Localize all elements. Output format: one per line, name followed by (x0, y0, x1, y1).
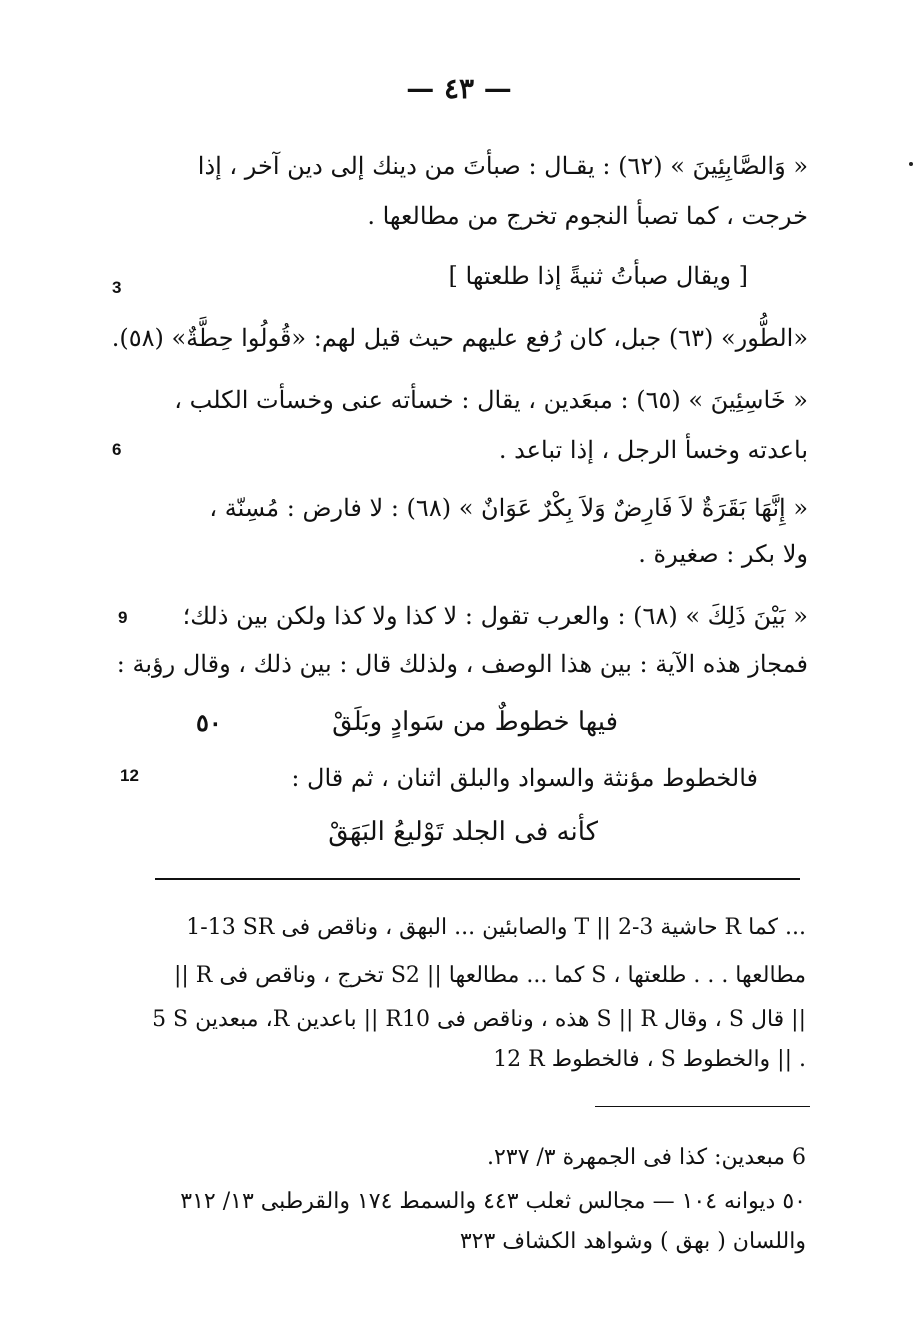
line-number-3: 3 (112, 278, 122, 297)
verse-line-2: كأنه فى الجلد تَوْليعُ البَهَقْ (328, 817, 598, 847)
footnote-divider (595, 1106, 810, 1107)
apparatus-line-2: مطالعها . . . طلعتها ، S كما ... مطالعها || S2 تخرج ، وناقص فى R || (173, 963, 806, 988)
body-line-8: ولا بكر : صغيرة . (638, 540, 808, 568)
body-line-4: «الطُّور» (٦٣) جبل، كان رُفع عليهم حيث قيل لهم: «قُولُوا حِطَّةٌ» (٥٨). (111, 324, 808, 352)
line-number-12: 12 (120, 766, 139, 785)
line-number-6: 6 (112, 440, 122, 459)
apparatus-line-4: 12 R فالخطوط ، S والخطوط || . (493, 1047, 806, 1072)
verse-line-1: فيها خطوطٌ من سَوادٍ وبَلَقْ (332, 707, 618, 737)
body-line-9: « بَيْنَ ذَلِكَ » (٦٨) : والعرب تقول : لا كذا ولا كذا ولكن بين ذلك؛ (182, 602, 808, 630)
verse-number: ٥٠ (196, 708, 222, 737)
body-line-3: [ ويقال صبأتُ ثنيةً إذا طلعتها ] (448, 262, 748, 290)
body-line-2: خرجت ، كما تصبأ النجوم تخرج من مطالعها . (367, 202, 808, 230)
scan-speck (909, 162, 913, 166)
body-line-6: باعدته وخسأ الرجل ، إذا تباعد . (498, 436, 808, 464)
footnote-line-1: 6 مبعدين: كذا فى الجمهرة ٣/ ٢٣٧. (486, 1145, 806, 1170)
body-line-1: « وَالصَّابِئِينَ » (٦٢) : يقـال : صبأتَ من دينك إلى دين آخر ، إذا (197, 152, 808, 180)
apparatus-line-1: 1-13 SR والصابئين ... البهق ، وناقص فى T || 2-3 حاشية R كما ... (186, 915, 806, 940)
body-line-12: فالخطوط مؤنثة والسواد والبلق اثنان ، ثم قال : (291, 764, 758, 792)
body-line-7: « إِنَّهَا بَقَرَةٌ لاَ فَارِضٌ وَلاَ بِكْرٌ عَوَانٌ » (٦٨) : لا فارض : مُسِنّة ، (209, 494, 808, 522)
footnote-line-2: ٥٠ ديوانه ١٠٤ — مجالس ثعلب ٤٤٣ والسمط ١٧٤ والقرطبى ١٣/ ٣١٢ (180, 1189, 806, 1214)
footnote-line-3: واللسان ( بهق ) وشواهد الكشاف ٣٢٣ (459, 1229, 806, 1254)
body-line-5: « خَاسِئِينَ » (٦٥) : مبعَدين ، يقال : خسأته عنى وخسأت الكلب ، (174, 386, 808, 414)
body-line-10: فمجاز هذه الآية : بين هذا الوصف ، ولذلك قال : بين ذلك ، وقال رؤبة : (116, 650, 808, 678)
apparatus-line-3: 5 S مبعدين ،R باعدين || R10 هذه ، وناقص فى S || R وقال ، S قال || (152, 1007, 806, 1032)
apparatus-divider (155, 878, 800, 880)
line-number-9: 9 (118, 608, 128, 627)
page-number: — ٤٣ — (406, 72, 512, 105)
